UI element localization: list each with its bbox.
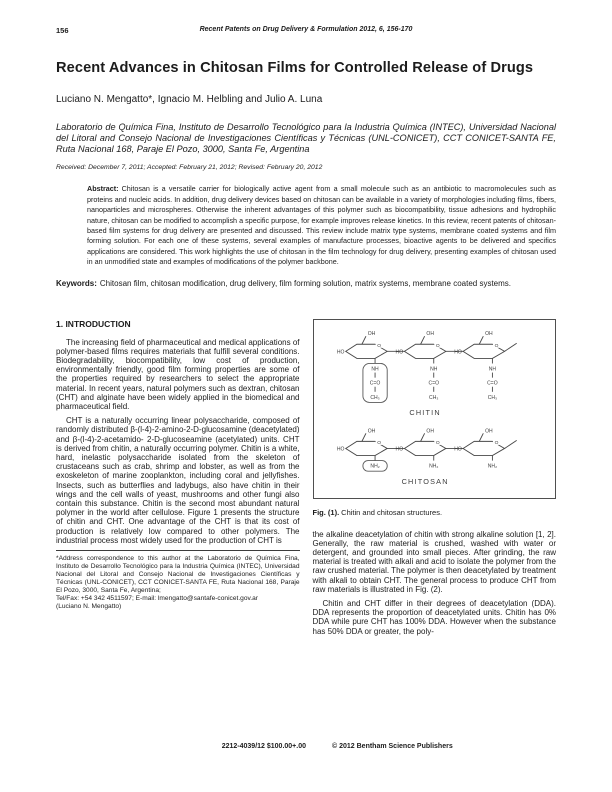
page-footer bbox=[56, 743, 556, 750]
correspondence-footnote bbox=[56, 550, 300, 611]
svg-text:O: O bbox=[494, 440, 498, 446]
svg-text:O: O bbox=[494, 343, 498, 349]
svg-text:O: O bbox=[435, 343, 440, 349]
abstract-text: Chitosan is a versatile carrier for biologically active agent from a small molecule such as an antibiotic to macromolecules such as proteins and nucleic acids. In addition, drug delivery devices based on chitosan can be available in a variety of morphologies including films, fibers, nanoparticles and microspheres. Otherwise the inherent advantages of this polymer such as biocompatibility, tissue adhesions and hydrophilic nature, chitosan can be modified to accomplish a specific purpose, for example improves release kinetics. In this review, recent patents of chitosan-based film systems for drug delivery are presented and discussed. This review include matrix type systems, membrane coated systems and film forming solution. For each one of these systems, several examples of manufacture processes, bioactive agents to be delivered and specifics applications are considered. This work highlights the use of chitosan in the film technology for drug delivery, presenting examples of chitosan used in an unmodified state and examples of modifications of the polymer backbone. bbox=[87, 184, 556, 267]
affiliation: Laboratorio de Química Fina, Instituto de Desarrollo Tecnológico para la Industria Química (INTEC), Universidad Nacional del Litoral and Consejo Nacional de Investigaciones Científicas y Técnicas (UNL-CONICET), CCT CONICET-SANTA FE, Ruta Nacional 168, Paraje El Pozo, 3000, Santa Fe, Argentina bbox=[56, 121, 556, 154]
keywords-block bbox=[56, 279, 556, 289]
svg-text:HO: HO bbox=[453, 348, 462, 355]
svg-text:OH: OH bbox=[484, 330, 493, 337]
keywords-text: Chitosan film, chitosan modification, drug delivery, film forming solution, matrix systems, membrane coated systems. bbox=[99, 278, 512, 288]
issn-price: 2212-4039/12 $100.00+.00 bbox=[221, 743, 306, 750]
right-paragraph-2: Chitin and CHT differ in their degrees of deacetylation (DDA). DDA represents the proportion of deacetylated units. Chitin has 0% DDA while pure CHT has 100% DDA. However when the substance has 50% DDA or greater, the poly- bbox=[312, 599, 556, 636]
running-header bbox=[56, 26, 556, 36]
authors-line: Luciano N. Mengatto*, Ignacio M. Helbling and Julio A. Luna bbox=[56, 93, 323, 105]
footnote-contact: Tel/Fax: +54 342 4511597; E-mail: lmengatto@santafe-conicet.gov.ar bbox=[56, 595, 258, 603]
right-column bbox=[313, 319, 557, 641]
svg-text:HO: HO bbox=[395, 446, 403, 453]
svg-text:C=O: C=O bbox=[369, 380, 380, 387]
svg-text:NH₂: NH₂ bbox=[428, 463, 438, 470]
abstract-label: Abstract: bbox=[87, 184, 119, 194]
svg-text:OH: OH bbox=[367, 330, 375, 337]
svg-text:NH₂: NH₂ bbox=[369, 463, 380, 470]
svg-text:CH₃: CH₃ bbox=[369, 394, 380, 401]
svg-text:OH: OH bbox=[425, 427, 434, 434]
figure-1-caption bbox=[313, 508, 557, 517]
chitin-chitosan-structure-figure bbox=[316, 322, 554, 496]
svg-text:C=O: C=O bbox=[427, 380, 439, 387]
copyright-notice: © 2012 Bentham Science Publishers bbox=[332, 743, 453, 750]
footnote-text: *Address correspondence to this author at the Laboratorio de Química Fina, Instituto de Desarrollo Tecnológico para la Industria Química (INTEC), Universidad Nacional del Litoral and Consejo Nacional de Investigaciones Científicas y Técnicas (UNL-CONICET), CCT CONICET-SANTA FE, Ruta Nacional 168, Paraje El Pozo, 3000, Santa Fe, Argentina; bbox=[56, 555, 300, 595]
svg-text:NH: NH bbox=[370, 366, 379, 373]
svg-text:HO: HO bbox=[453, 446, 462, 453]
svg-text:NH: NH bbox=[429, 366, 437, 373]
two-column-body bbox=[56, 319, 556, 641]
svg-text:NH₂: NH₂ bbox=[487, 463, 497, 470]
svg-text:CH₃: CH₃ bbox=[428, 394, 438, 401]
abstract-block bbox=[87, 184, 556, 267]
section-heading-introduction: 1. INTRODUCTION bbox=[56, 318, 131, 329]
svg-text:O: O bbox=[376, 343, 381, 349]
right-paragraph-1: the alkaline deacetylation of chitin with strong alkaline solution [1, 2]. Generally, the raw material is crushed, washed with water or detergent, and grounded into small pieces. After grinding, the raw material is treated with alkali and acid to isolate the polymer from the raw crushed material. The polymer is then deacetylated by treatment with alkali to obtain CHT. The general process to produce CHT from raw materials is illustrated in Fig. (2). bbox=[312, 529, 556, 594]
keywords-label: Keywords: bbox=[56, 278, 97, 288]
svg-text:HO: HO bbox=[336, 348, 344, 355]
page-number: 156 bbox=[56, 26, 69, 35]
svg-text:CH₃: CH₃ bbox=[487, 394, 497, 401]
intro-paragraph-2: CHT is a naturally occurring linear polysaccharide, composed of randomly distributed β-(l-4)-2-amino-2-D-glucosamine (deacetylated) and β-(l-4)-2-acetamido- 2-D-glucoseamine (acetylated) units. CHT is derived from chitin, a naturally occurring polymer. Chitin is a white, hard, inelastic polysaccharide isolated from the skeleton of crustaceans such as crab, shrimp and lobster, as well as from the exoskeleton of marine zooplankton, including coral and jellyfishes. Insects, such as butterflies and ladybugs, also have chitin in their wings and the cell walls of yeast, mushrooms and other fungi also contain this substance. Chitin is the second most abundant natural polymer in the world after cellulose. Figure 1 presents the structure of chitin and CHT. One advantage of the CHT is that its cost of production is relatively low compared to other polymers. The industrial process most widely used for the production of CHT is bbox=[56, 416, 300, 545]
svg-text:O: O bbox=[435, 440, 440, 446]
svg-text:HO: HO bbox=[395, 348, 403, 355]
svg-text:HO: HO bbox=[336, 446, 344, 453]
paper-title: Recent Advances in Chitosan Films for Controlled Release of Drugs bbox=[56, 60, 534, 76]
received-accepted-revised: Received: December 7, 2011; Accepted: February 21, 2012; Revised: February 20, 2012 bbox=[56, 164, 323, 172]
svg-text:O: O bbox=[376, 440, 381, 446]
figure-1-box bbox=[313, 319, 557, 499]
svg-text:CHITOSAN: CHITOSAN bbox=[401, 476, 449, 486]
svg-text:OH: OH bbox=[367, 427, 375, 434]
figure-1-caption-label: Fig. (1). bbox=[312, 507, 340, 517]
journal-reference: Recent Patents on Drug Delivery & Formulation 2012, 6, 156-170 bbox=[199, 26, 413, 33]
svg-text:OH: OH bbox=[484, 427, 493, 434]
svg-text:NH: NH bbox=[488, 366, 496, 373]
svg-text:C=O: C=O bbox=[486, 380, 498, 387]
svg-text:CHITIN: CHITIN bbox=[408, 407, 441, 417]
footnote-name: (Luciano N. Mengatto) bbox=[56, 603, 122, 611]
svg-text:OH: OH bbox=[425, 330, 434, 337]
intro-paragraph-1: The increasing field of pharmaceutical and medical applications of polymer-based films requires materials that fulfill several conditions. Biodegradability, biocompatibility, low cost of production, environmentally friendly, good film forming properties are some of the properties required by researchers to select the appropriate material. In recent years, natural polymers such as dextran, chitosan (CHT) and alginate have been widely applied in the biomedical and pharmaceutical field. bbox=[56, 337, 300, 412]
figure-1-caption-text: Chitin and chitosan structures. bbox=[341, 507, 443, 517]
left-column bbox=[56, 319, 300, 611]
